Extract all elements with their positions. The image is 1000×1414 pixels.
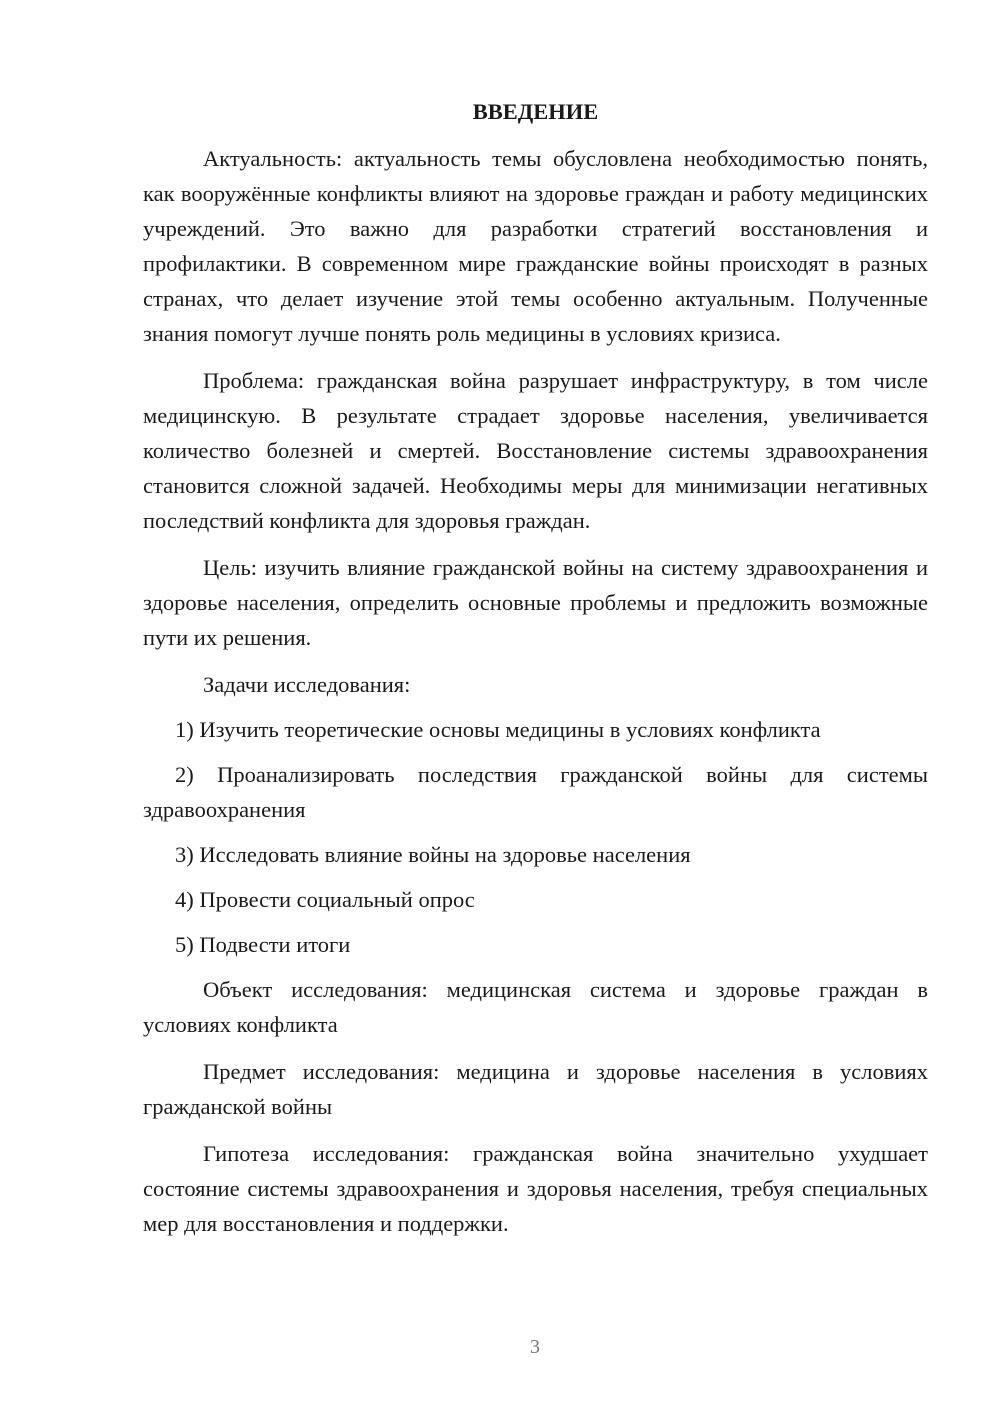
tasks-heading: Задачи исследования: [203, 672, 411, 697]
paragraph-object: Объект исследования: медицинская система и здоровье граждан в условиях конфликта [143, 977, 928, 1037]
page-number: 3 [530, 1336, 540, 1358]
paragraph-problem: Проблема: гражданская война разрушает инфраструктуру, в том числе медицинскую. В результате страдает здоровье населения, увеличивается количество болезней и смертей. Восстановление системы здравоохранения становится сложной задачей. Необходимы меры для минимизации негативных последствий конфликта для здоровья граждан. [143, 368, 928, 533]
paragraph-hypothesis: Гипотеза исследования: гражданская война значительно ухудшает состояние системы здравоохранения и здоровья населения, требуя специальных мер для восстановления и поддержки. [143, 1141, 928, 1236]
page-body [143, 94, 928, 1253]
task-item-2: 2) Проанализировать последствия гражданской войны для системы здравоохранения [143, 762, 928, 822]
task-item-5: 5) Подвести итоги [175, 932, 351, 957]
task-item-3: 3) Исследовать влияние войны на здоровье населения [175, 842, 691, 867]
task-item-4: 4) Провести социальный опрос [175, 887, 475, 912]
paragraph-relevance: Актуальность: актуальность темы обусловлена необходимостью понять, как вооружённые конфликты влияют на здоровье граждан и работу медицинских учреждений. Это важно для разработки стратегий восстановления и профилактики. В современном мире гражданские войны происходят в разных странах, что делает изучение этой темы особенно актуальным. Полученные знания помогут лучше понять роль медицины в условиях кризиса. [143, 146, 928, 346]
paragraph-goal: Цель: изучить влияние гражданской войны на систему здравоохранения и здоровье населения, определить основные проблемы и предложить возможные пути их решения. [143, 555, 928, 650]
paragraph-subject: Предмет исследования: медицина и здоровье населения в условиях гражданской войны [143, 1059, 928, 1119]
section-title: ВВЕДЕНИЕ [472, 99, 599, 124]
task-item-1: 1) Изучить теоретические основы медицины в условиях конфликта [175, 717, 821, 742]
